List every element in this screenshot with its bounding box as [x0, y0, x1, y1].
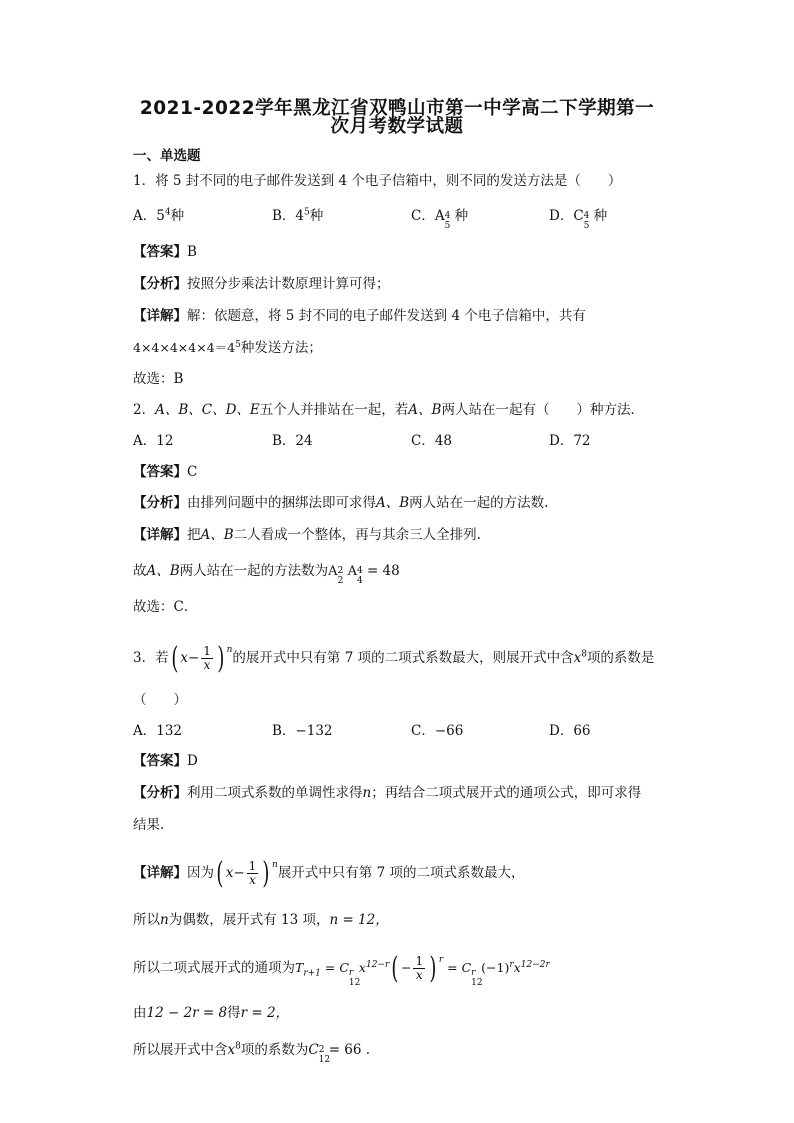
q1-analysis: 【分析】按照分步乘法计数原理计算可得； — [133, 276, 390, 292]
q1-detail-formula: $4\times 4\times 4\times 4\times 4=4^5$种发送方法； — [133, 339, 322, 356]
q3-analysis: 【分析】利用二项式系数的单调性求得n；再结合二项式展开式的通项公式，即可求得 — [133, 785, 642, 801]
q3-stem: 3．若( x− $\frac{1}{x}$ ) n的展开式中只有第 7 项的二项式系数最大，则展开式中含$x^8$项的系数是 — [133, 640, 655, 676]
section-heading: 一、单选题 — [133, 148, 201, 164]
q2-choose: 故选：C． — [133, 599, 198, 615]
q2-option-c: C．48 — [411, 433, 453, 449]
q3-option-c: C．−66 — [411, 723, 464, 739]
q2-detail: 【详解】把A、B二人看成一个整体，再与其余三人全排列. — [133, 527, 481, 543]
document-title-line-1: 2021-2022学年黑龙江省双鸭山市第一中学高二下学期第一 — [139, 98, 655, 119]
q3-option-b: B．−132 — [272, 723, 333, 739]
q1-option-d: D．C 4 5 种 — [549, 208, 608, 231]
q2-option-d: D．72 — [549, 433, 591, 449]
q3-solve-line: 由12 − 2r = 8得r = 2， — [133, 1005, 290, 1021]
q2-analysis: 【分析】由排列问题中的捆绑法即可求得A、B两人站在一起的方法数. — [133, 495, 549, 511]
q1-answer: 【答案】B — [133, 244, 197, 260]
q3-binomial-expression: ( x− $\frac{1}{x}$ ) n — [170, 640, 233, 676]
q3-final-line: 所以展开式中含$x^8$项的系数为C 2 12 = 66 . — [133, 1041, 371, 1065]
q3-analysis-cont: 结果. — [133, 817, 165, 833]
document-title-line-2: 次月考数学试题 — [330, 116, 464, 137]
q1-option-c: C．A 4 5 种 — [411, 208, 469, 231]
q3-option-d: D．66 — [549, 723, 591, 739]
q1-stem: 1．将 5 封不同的电子邮件发送到 4 个电子信箱中，则不同的发送方法是（ ） — [133, 173, 622, 189]
q1-option-b: B．$4^5$种 — [272, 207, 324, 224]
q3-general-term-formula: $T_{r+1} = C$ r 12 $x^{12-r}$( − $\frac{1}{x}$ ) r = C r 12 $(-1)^rx^{12-2r}$ — [295, 950, 550, 988]
q2-stem: 2．A、B、C、D、E五个人并排站在一起，若A、B两人站在一起有（ ）种方法． — [133, 402, 644, 418]
q2-answer: 【答案】C — [133, 464, 198, 480]
q3-binomial-expression-2: ( x− $\frac{1}{x}$ ) n — [216, 855, 278, 891]
q3-n-line: 所以n为偶数，展开式有 13 项，n = 12， — [133, 912, 389, 928]
q1-option-a: A．$5^4$种 — [133, 207, 185, 224]
q2-option-a: A．12 — [133, 433, 174, 449]
q3-option-a: A．132 — [133, 723, 183, 739]
q1-choose: 故选：B — [133, 371, 184, 387]
q2-result: 故A、B两人站在一起的方法数为A 2 2 A 4 4 = 48 — [133, 563, 400, 586]
q3-general-term: 所以二项式展开式的通项为$T_{r+1} = C$ r 12 $x^{12-r}$( − $\frac{1}{x}$ ) r = C r 12 $(-1)^rx^{12-2r}$ — [133, 950, 550, 988]
q1-detail: 【详解】解：依题意，将 5 封不同的电子邮件发送到 4 个电子信箱中，共有 — [133, 308, 586, 324]
q3-blank: （ ） — [133, 692, 187, 708]
q2-permutation-formula: A 2 2 A 4 4 — [328, 564, 363, 586]
q2-option-b: B．24 — [272, 433, 313, 449]
q3-detail: 【详解】因为( x− $\frac{1}{x}$ ) n展开式中只有第 7 项的二项式系数最大， — [133, 855, 525, 891]
q3-answer: 【答案】D — [133, 753, 198, 769]
